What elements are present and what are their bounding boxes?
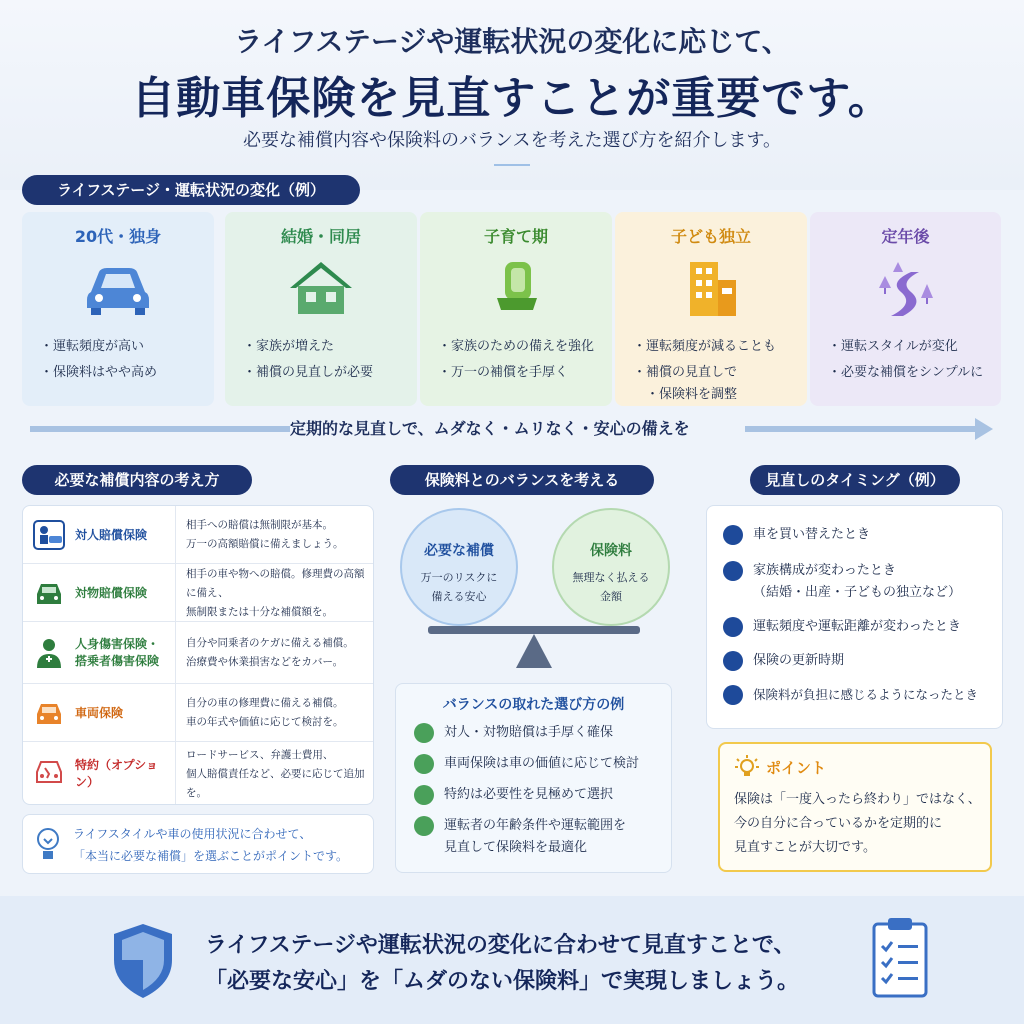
stage-card-retirement	[810, 212, 1001, 406]
header-divider	[494, 160, 530, 166]
coverage-description: 自分の車の修理費に備える補償。 車の年式や価値に応じて検討を。	[175, 684, 373, 742]
balance-item: 特約は必要性を見極めて選択	[414, 784, 664, 806]
stage-bullet: ・ 保険料はやや高め	[40, 360, 157, 386]
coverage-description: 相手への賠償は無制限が基本。 万一の高額賠償に備えましょう。	[175, 506, 373, 564]
stage-title: 子育て期	[483, 227, 548, 246]
coverage-description: ロードサービス、弁護士費用、 個人賠償責任など、必要に応じて追加を。	[175, 742, 373, 805]
arrow-caption: 定期的な見直しで、ムダなく・ムリなく・安心の備えを	[290, 419, 690, 438]
footer-line2: 「必要な安心」を「ムダのない保険料」で実現しましょう。	[205, 969, 800, 994]
coverage-name: 人身傷害保険・ 搭乗者傷害保険	[75, 637, 160, 668]
lightbulb-icon	[33, 825, 63, 865]
timing-item: 運転頻度や運転距離が変わったとき	[723, 616, 999, 638]
coverage-table	[22, 505, 374, 805]
coverage-name: 車両保険	[75, 705, 124, 720]
timing-items	[723, 524, 999, 706]
stage-bullet: ・ 運転頻度が減ることも	[633, 334, 776, 360]
timing-item: 保険の更新時期	[723, 650, 999, 672]
check-icon	[723, 651, 743, 671]
stage-bullet: ・ 保険料を調整	[633, 386, 776, 404]
check-icon	[723, 561, 743, 581]
balance-example-box	[395, 683, 672, 873]
coverage-row	[23, 684, 373, 742]
balance-left-circle	[400, 508, 518, 626]
coverage-row	[23, 506, 373, 564]
coverage-tip	[22, 814, 374, 874]
coverage-row	[23, 622, 373, 684]
coverage-row	[23, 564, 373, 622]
stage-bullets	[40, 334, 157, 386]
footer-banner	[0, 896, 1024, 1024]
stage-card-childcare	[420, 212, 612, 406]
stage-bullet: ・ 家族のための備えを強化	[438, 334, 594, 360]
stage-bullets	[633, 334, 776, 404]
damaged-car-icon	[33, 756, 65, 786]
stages-section-title: ライフステージ・運転状況の変化（例）	[22, 175, 360, 205]
stage-card-marriage	[225, 212, 417, 406]
stage-bullet: ・ 家族が増えた	[243, 334, 373, 360]
injured-person-icon	[33, 636, 65, 670]
stage-bullet: ・ 運転スタイルが変化	[828, 334, 983, 360]
lightbulb-icon	[734, 754, 760, 780]
page-title: 自動車保険を見直すことが重要です。	[131, 73, 893, 124]
car-icon	[83, 258, 153, 318]
coverage-description: 相手の車や物への賠償。修理費の高額に備え、 無制限または十分な補償額を。	[175, 564, 373, 622]
balance-right-circle	[552, 508, 670, 626]
building-icon	[676, 258, 746, 318]
balance-example-title: バランスの取れた選び方の例	[442, 697, 625, 713]
stage-bullet: ・ 補償の見直しで	[633, 360, 776, 386]
check-icon	[414, 723, 434, 743]
check-icon	[723, 685, 743, 705]
balance-example-list	[414, 722, 664, 859]
point-text: 保険は「一度入ったら終わり」ではなく、 今の自分に合っているかを定期的に 見直すことが大切です。	[734, 792, 981, 855]
stage-bullet: ・ 運転頻度が高い	[40, 334, 157, 360]
arrow-right-icon	[745, 418, 995, 440]
coverage-name: 特約（オプション）	[75, 758, 158, 789]
timing-section-title: 見直しのタイミング（例）	[750, 465, 960, 495]
orange-car-icon	[33, 698, 65, 728]
stage-title: 定年後	[881, 227, 930, 246]
timing-item: 保険料が負担に感じるようになったとき	[723, 684, 999, 706]
car-front-icon	[33, 578, 65, 608]
balance-item: 車両保険は車の価値に応じて検討	[414, 753, 664, 775]
stage-card-20s	[22, 212, 214, 406]
house-icon	[286, 258, 356, 318]
coverage-name: 対人賠償保険	[75, 527, 148, 542]
balance-left-desc: 万一のリスクに 備える安心	[420, 571, 498, 603]
coverage-row	[23, 742, 373, 805]
timing-list	[706, 505, 1003, 729]
check-icon	[414, 754, 434, 774]
shield-icon	[110, 922, 176, 1000]
balance-section-title: 保険料とのバランスを考える	[390, 465, 654, 495]
clipboard-checklist-icon	[868, 916, 932, 1000]
page-subtitle: 必要な補償内容や保険料のバランスを考えた選び方を紹介します。	[242, 130, 782, 151]
balance-right-desc: 無理なく払える 金額	[572, 571, 650, 603]
check-icon	[414, 785, 434, 805]
stage-title: 結婚・同居	[280, 227, 361, 246]
child-seat-icon	[481, 258, 551, 318]
road-icon	[871, 258, 941, 318]
stage-bullet: ・ 補償の見直しが必要	[243, 360, 373, 386]
person-car-icon	[33, 520, 65, 550]
seesaw-scale-icon	[424, 620, 644, 672]
stage-card-children-independent	[615, 212, 807, 406]
stage-bullets	[828, 334, 983, 386]
stage-title: 20代・独身	[74, 227, 162, 246]
coverage-section-title: 必要な補償内容の考え方	[22, 465, 252, 495]
check-icon	[723, 525, 743, 545]
stage-bullets	[438, 334, 594, 386]
check-icon	[414, 816, 434, 836]
coverage-name: 対物賠償保険	[75, 585, 148, 600]
timing-item: 家族構成が変わったとき （結婚・出産・子どもの独立など）	[723, 560, 999, 604]
footer-line1: ライフステージや運転状況の変化に合わせて見直すことで、	[205, 933, 796, 958]
point-title: ポイント	[766, 759, 827, 777]
arrow-left-bar	[30, 418, 300, 440]
coverage-tip-text: ライフスタイルや車の使用状況に合わせて、 「本当に必要な補償」を選ぶことがポイントです。	[73, 827, 349, 863]
balance-left-title: 必要な補償	[424, 543, 494, 559]
point-box	[718, 742, 992, 872]
timing-item: 車を買い替えたとき	[723, 524, 999, 546]
balance-right-title: 保険料	[590, 543, 632, 559]
stage-bullets	[243, 334, 373, 386]
stage-title: 子ども独立	[670, 227, 751, 246]
stage-bullet: ・ 必要な補償をシンプルに	[828, 360, 983, 386]
check-icon	[723, 617, 743, 637]
page-header	[0, 0, 1024, 190]
coverage-description: 自分や同乗者のケガに備える補償。 治療費や休業損害などをカバー。	[175, 622, 373, 684]
header-line1: ライフステージや運転状況の変化に応じて、	[234, 25, 790, 58]
balance-item: 運転者の年齢条件や運転範囲を 見直して保険料を最適化	[414, 815, 664, 859]
stage-bullet: ・ 万一の補償を手厚く	[438, 360, 594, 386]
balance-item: 対人・対物賠償は手厚く確保	[414, 722, 664, 744]
